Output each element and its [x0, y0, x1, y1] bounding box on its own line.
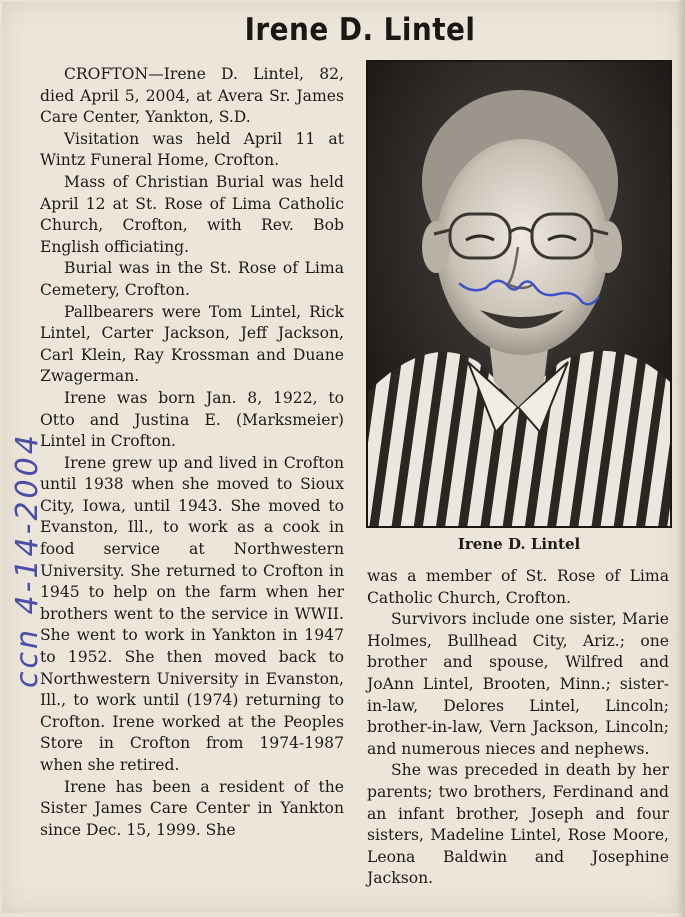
paragraph-life: Irene grew up and lived in Crofton until 1938 when she moved to Sioux City, Iowa, until 1943. She moved to Evanston, Ill., to work as a cook in food service at Northwestern University. She returned to Crofton in 1945 to help on the farm when her brothers went to the service in WWII. She went to work in Yankton in 1947 to 1952. She then moved back to Northwestern University in Evanston, Ill., to work until (1974) returning to Crofton. Irene worked at the Peoples Store in Crofton from 1974-1987 when she retired.: [40, 453, 344, 774]
paragraph-death: CROFTON—Irene D. Lintel, 82, died April 5, 2004, at Avera Sr. James Care Center, Yankton, S.D.: [40, 65, 344, 127]
handwritten-date-note: ccn 4-14-2004: [10, 432, 45, 688]
obituary-headline: Irene D. Lintel: [244, 12, 476, 48]
left-text-column: [40, 64, 344, 841]
paragraph-pallbearers: Pallbearers were Tom Lintel, Rick Lintel, Carter Jackson, Jeff Jackson, Carl Klein, Ray Krossman and Duane Zwagerman.: [40, 302, 344, 386]
paragraph-visitation: Visitation was held April 11 at Wintz Funeral Home, Crofton.: [40, 129, 344, 170]
bleed-through-text-right: [562, 8, 672, 48]
paragraph-survivors: Survivors include one sister, Marie Holmes, Bullhead City, Ariz.; one brother and spouse, Wilfred and JoAnn Lintel, Brooten, Minn.; sister-in-law, Delores Lintel, Lincoln; brother-in-law, Vern Jackson, Lincoln; and numerous nieces and nephews.: [367, 610, 669, 758]
photo-caption: Irene D. Lintel: [457, 535, 581, 553]
paragraph-membership: was a member of St. Rose of Lima Catholic Church, Crofton.: [367, 567, 669, 607]
portrait-photo: [366, 60, 672, 528]
paragraph-residence: Irene has been a resident of the Sister James Care Center in Yankton since Dec. 15, 1999. She: [40, 777, 344, 839]
bleed-through-text-left: [22, 8, 162, 48]
paragraph-mass: Mass of Christian Burial was held April 12 at St. Rose of Lima Catholic Church, Crofton, with Rev. Bob English officiating.: [40, 172, 344, 256]
paper-edge-shadow: [677, 0, 685, 917]
right-text-column: [367, 566, 669, 890]
paragraph-birth: Irene was born Jan. 8, 1922, to Otto and Justina E. (Marksmeier) Lintel in Crofton.: [40, 388, 344, 451]
paragraph-preceded: She was preceded in death by her parents; two brothers, Ferdinand and an infant brother, Joseph and four sisters, Madeline Lintel, Rose Moore, Leona Baldwin and Josephine Jackson.: [367, 761, 669, 888]
paragraph-burial: Burial was in the St. Rose of Lima Cemetery, Crofton.: [40, 259, 344, 299]
portrait-illustration: [368, 62, 670, 526]
